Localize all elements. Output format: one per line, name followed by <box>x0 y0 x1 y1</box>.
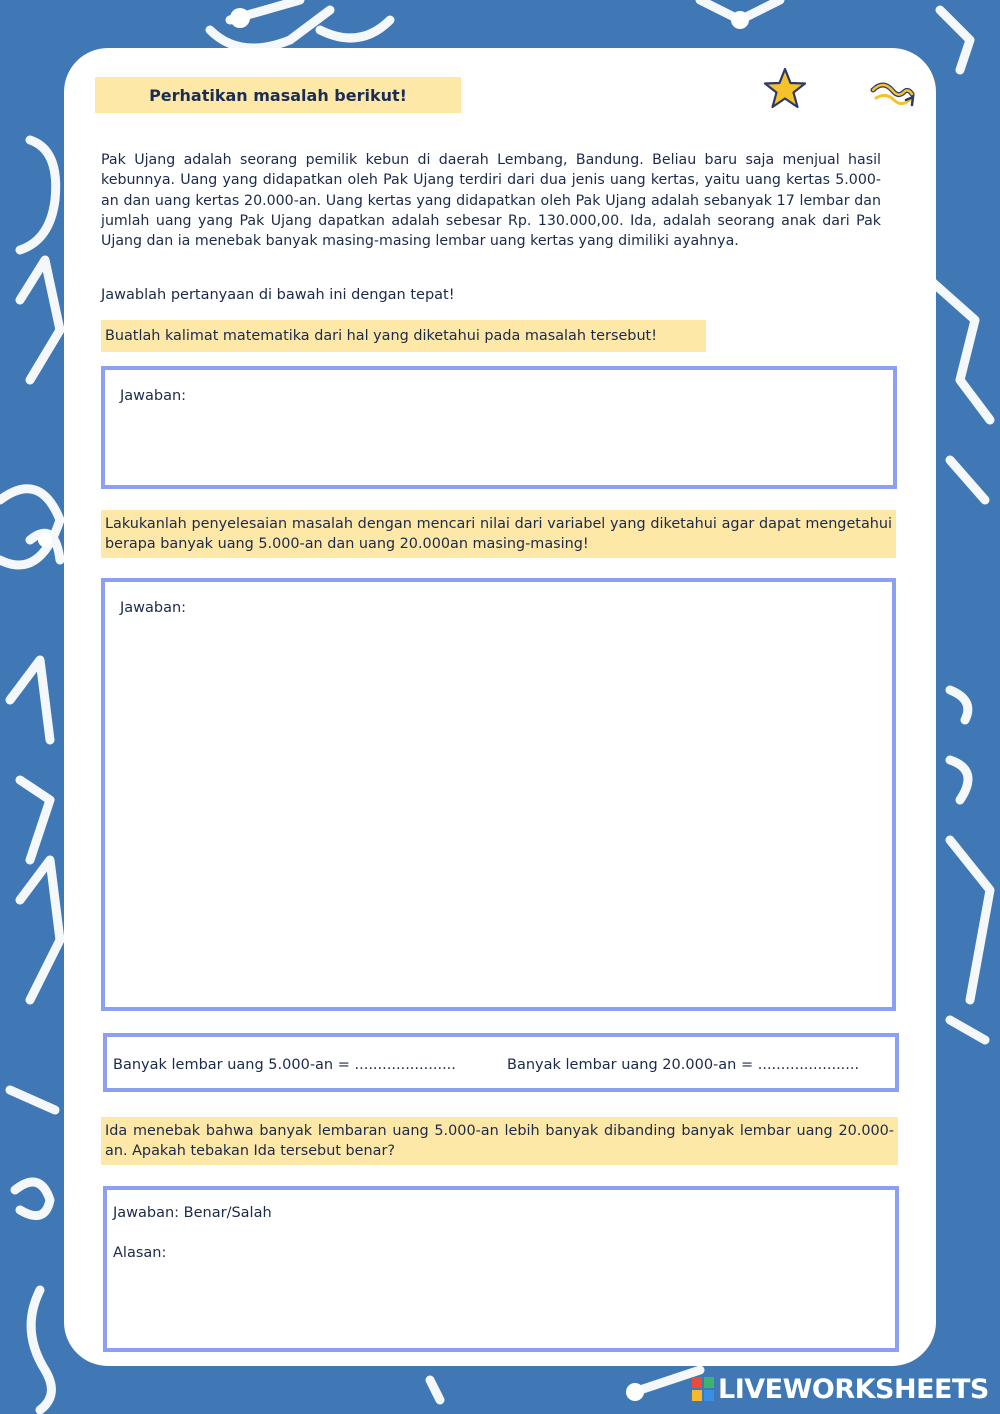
answer-box-1[interactable] <box>101 366 897 489</box>
result-20000-label: Banyak lembar uang 20.000-an = ...................... <box>507 1057 860 1073</box>
answer-label: Jawaban: <box>120 600 187 616</box>
brand-text: LIVEWORKSHEETS <box>718 1373 989 1405</box>
result-box[interactable] <box>103 1033 899 1092</box>
story-paragraph: Pak Ujang adalah seorang pemilik kebun di daerah Lembang, Bandung. Beliau baru saja menjual hasil kebunnya. Uang yang didapatkan oleh Pak Ujang terdiri dari dua jenis uang kertas, yaitu uang kertas 5.000-an dan uang kertas 20.000-an. Uang kertas yang didapatkan oleh Pak Ujang adalah sebanyak 17 lembar dan jumlah uang yang Pak Ujang dapatkan adalah sebesar Rp. 130.000,00. Ida, adalah seorang anak dari Pak Ujang dan ia menebak banyak masing-masing lembar uang kertas yang dimiliki ayahnya. <box>101 152 881 250</box>
page-title: Perhatikan masalah berikut! <box>95 77 461 113</box>
instruction-text: Jawablah pertanyaan di bawah ini dengan tepat! <box>101 287 455 303</box>
answer-label: Jawaban: Benar/Salah <box>113 1205 272 1221</box>
result-5000-label: Banyak lembar uang 5.000-an = ...................... <box>113 1057 456 1073</box>
star-icon <box>762 66 808 112</box>
liveworksheets-logo <box>692 1374 989 1404</box>
question-2-prompt: Lakukanlah penyelesaian masalah dengan mencari nilai dari variabel yang diketahui agar dapat mengetahui berapa banyak uang 5.000-an dan uang 20.000an masing-masing! <box>101 510 896 558</box>
reason-label: Alasan: <box>113 1245 167 1261</box>
answer-box-2[interactable] <box>101 578 896 1011</box>
liveworksheets-emblem-icon <box>692 1377 714 1401</box>
answer-label: Jawaban: <box>120 388 187 404</box>
question-3-prompt: Ida menebak bahwa banyak lembaran uang 5.000-an lebih banyak dibanding banyak lembar uang 20.000-an. Apakah tebakan Ida tersebut benar? <box>101 1117 898 1165</box>
curly-arrow-icon <box>868 78 918 112</box>
answer-box-3[interactable] <box>103 1186 899 1352</box>
question-1-prompt: Buatlah kalimat matematika dari hal yang diketahui pada masalah tersebut! <box>101 320 706 352</box>
